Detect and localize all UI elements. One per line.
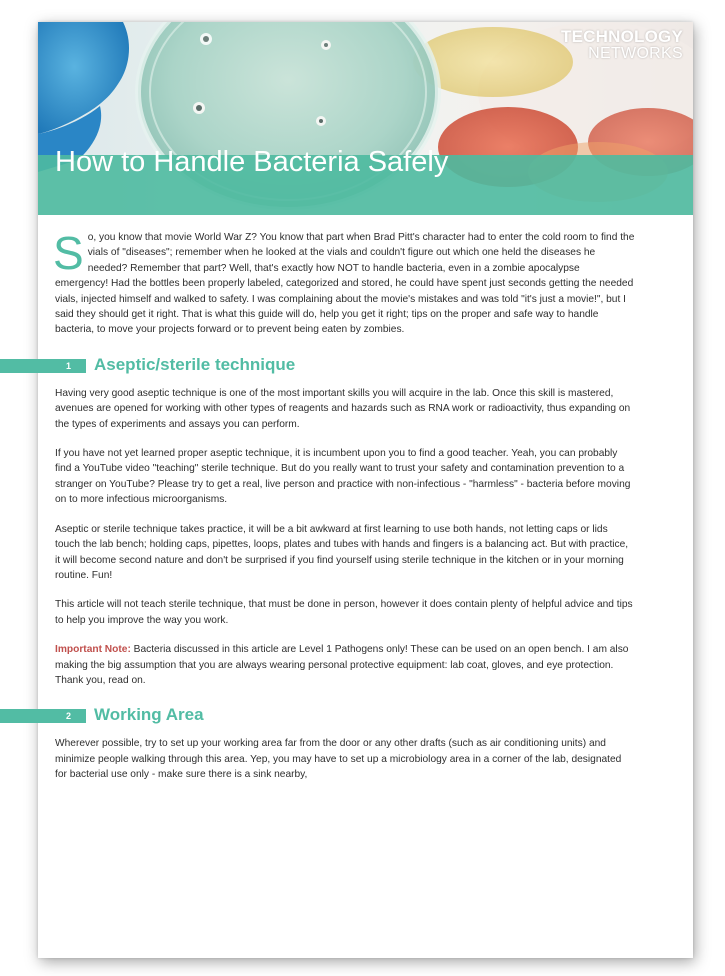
section-bar [0,359,86,373]
section-title: Working Area [94,705,204,725]
section-title: Aseptic/sterile technique [94,354,296,374]
section-heading-1 [0,352,635,378]
brand-logo [561,28,683,62]
section1-paragraph-2: If you have not yet learned proper aseptic technique, it is incumbent upon you to find a good teacher. Yeah, you can probably find a YouTube video "teaching" sterile technique. But do you really want to trust your safety and contamination prevention to a stranger on YouTube? Please try to get a real, live person and practice with non-infectious - "harmless" - bacteria before moving on to more infectious microorganisms. [55,448,631,506]
intro-text: o, you know that movie World War Z? You know that part when Brad Pitt's character had to enter the cold room to find the vials of "diseases"; remember when he looked at the vials and couldn't figure out which one held the diseases he needed? Remember that part? Well, that's exactly how NOT to handle bacteria, even in a zombie apocalypse emergency! Had the bottles been properly labeled, categorized and stored, he could have spent just seconds getting the needed vials, injected himself and walked to safety. I was complaining about the movie's mistakes and was told "it's just a movie!", but I said they should get it right. That is what this guide will do, help you get it right; tips on the proper and safe way to handle bacteria, to move your projects forward or to prevent being eaten by zombies. [55,232,635,336]
section1-paragraph-4: This article will not teach sterile technique, that must be done in person, however it does contain plenty of helpful advice and tips to help you improve the way you work. [55,599,633,626]
brand-line-1: TECHNOLOGY [561,27,683,46]
note-label: Important Note: [55,644,131,656]
section-bar [0,709,86,723]
article-body [53,227,635,797]
section1-paragraph-1: Having very good aseptic technique is one of the most important skills you will acquire in the lab. Once this skill is mastered, avenues are opened for working with other types of reagents and hazards such as RNA work or radioactivity, thus expanding on the types of experiments and assays you can perform. [55,387,631,430]
intro-paragraph [53,227,635,338]
drop-cap: S [53,227,84,279]
brand-line-2: NETWORKS [588,45,683,62]
note-text: Bacteria discussed in this article are Level 1 Pathogens only! These can be used on an open bench. I am also making the big assumption that you are always wearing personal protective equipment: lab coat, gloves, and eye protection. Thank you, read on. [55,644,629,686]
section-number: 2 [66,711,72,722]
page-title: How to Handle Bacteria Safely [55,146,449,178]
section-number: 1 [66,360,72,371]
section2-paragraph-1: Wherever possible, try to set up your working area far from the door or any other drafts (such as air conditioning units) and minimize people walking through this area. Yep, you may have to set up a microbiology area in a corner of the lab, designated for bacterial use only - make sure there is a sink nearby, [55,738,622,781]
section-heading-2 [0,702,635,728]
important-note [55,642,635,688]
section1-paragraph-3: Aseptic or sterile technique takes practice, it will be a bit awkward at first learning to use both hands, not letting caps or lids touch the lab bench; holding caps, pipettes, loops, plates and tubes with hands and fingers is a balancing act. But with practice, it will become second nature and don't be surprised if you find yourself using sterile technique in the kitchen or in your morning routine. Fun! [55,523,629,581]
